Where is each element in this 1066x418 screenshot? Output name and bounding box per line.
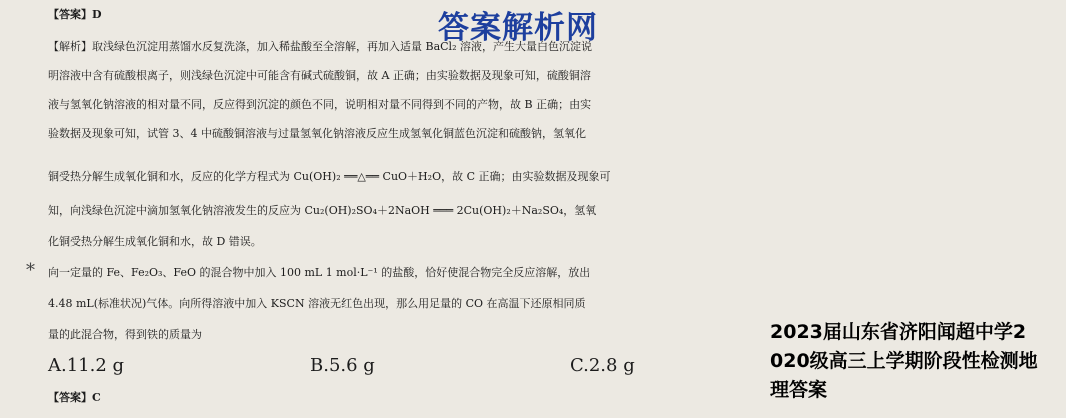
- analysis-line-3: 液与氢氧化钠溶液的相对量不同，反应得到沉淀的颜色不同，说明相对量不同得到不同的产物，故 B 正确；由实: [48, 98, 592, 111]
- question-line-1: 向一定量的 Fe、Fe₂O₃、FeO 的混合物中加入 100 mL 1 mol·L⁻¹ 的盐酸，恰好使混合物完全反应溶解，放出: [48, 266, 591, 279]
- option-a: A.11.2 g: [48, 355, 125, 376]
- option-c: C.2.8 g: [570, 355, 635, 376]
- question-marker: *: [26, 260, 35, 281]
- analysis-line-1: 【解析】取浅绿色沉淀用蒸馏水反复洗涤，加入稀盐酸至全溶解，再加入适量 BaCl₂ 溶液，产生大量白色沉淀说: [48, 40, 592, 53]
- analysis-line-2: 明溶液中含有硫酸根离子，则浅绿色沉淀中可能含有碱式硫酸铜，故 A 正确；由实验数据及现象可知，硫酸铜溶: [48, 69, 591, 82]
- answer-label-2: 【答案】C: [48, 391, 101, 404]
- question-line-3: 量的此混合物，得到铁的质量为: [48, 328, 202, 341]
- analysis-line-5: 铜受热分解生成氧化铜和水，反应的化学方程式为 Cu(OH)₂ ══△══ CuO＋H₂O，故 C 正确；由实验数据及现象可: [48, 170, 611, 183]
- stamp-line-3: 理答案: [770, 379, 828, 401]
- stamp-line-1: 2023届山东省济阳闻超中学2: [770, 321, 1027, 343]
- watermark-logo: 答案解析网: [438, 10, 598, 46]
- question-line-2: 4.48 mL(标准状况)气体。向所得溶液中加入 KSCN 溶液无红色出现，那么用足量的 CO 在高温下还原相同质: [48, 297, 586, 310]
- answer-label-1: 【答案】D: [48, 8, 102, 21]
- analysis-line-4: 验数据及现象可知，试管 3、4 中硫酸铜溶液与过量氢氧化钠溶液反应生成氢氧化铜蓝色沉淀和硫酸钠，氢氧化: [48, 127, 586, 140]
- analysis-line-6: 知，向浅绿色沉淀中滴加氢氧化钠溶液发生的反应为 Cu₂(OH)₂SO₄＋2NaOH ═══ 2Cu(OH)₂＋Na₂SO₄，氢氧: [48, 204, 597, 217]
- analysis-line-7: 化铜受热分解生成氧化铜和水，故 D 错误。: [48, 235, 262, 248]
- stamp-line-2: 020级高三上学期阶段性检测地: [770, 350, 1038, 372]
- option-b: B.5.6 g: [310, 355, 375, 376]
